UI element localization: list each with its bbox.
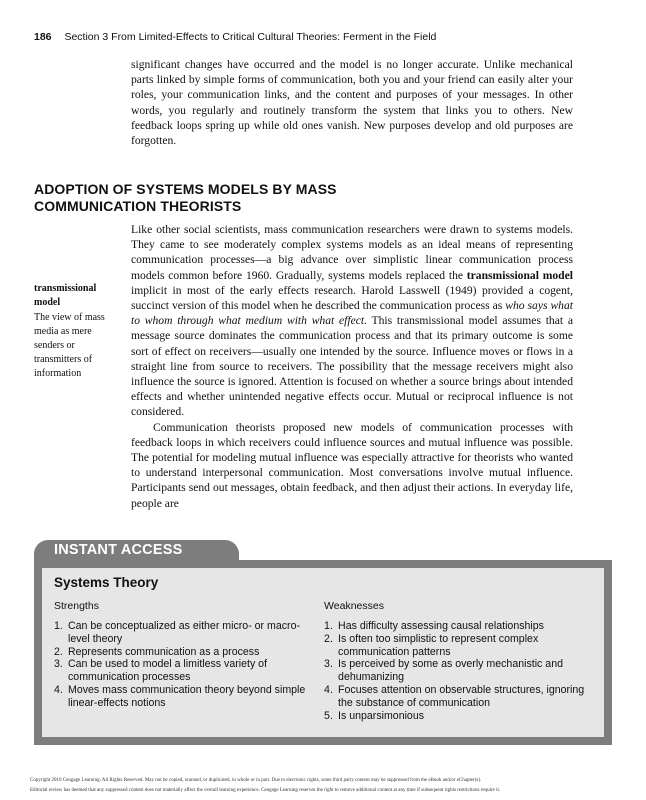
item-number: 2. xyxy=(54,645,63,658)
page-number: 186 xyxy=(34,31,52,43)
copyright-line2: Editorial review has deemed that any suppressed content does not materially affect the overall learning experience. Cengage Learning reserves the right to remove additional content at any time if subsequent rights restrictions require it. xyxy=(30,787,501,793)
item-number: 4. xyxy=(54,683,63,696)
intro-paragraph-text: significant changes have occurred and the model is no longer accurate. Unlike mechanical parts linked by simple forms of communication, both you and your friend can easily alter your roles, your communication links, and the content and purposes of your messages. In other words, you regularly and routinely transform the system that links you to others. New feedback loops spring up while old ones vanish. New purposes develop and old purposes are forgotten. xyxy=(131,58,573,148)
glossary-definition: The view of mass media as mere senders or transmitters of information xyxy=(34,312,105,379)
list-item xyxy=(324,633,592,659)
list-item xyxy=(54,658,310,684)
list-item xyxy=(54,684,310,710)
item-text: Is unparsimonious xyxy=(338,709,425,722)
running-title: Section 3 From Limited-Effects to Critical Cultural Theories: Ferment in the Field xyxy=(64,31,437,43)
list-item xyxy=(324,710,592,723)
section-heading-line1: ADOPTION OF SYSTEMS MODELS BY MASS xyxy=(34,181,337,197)
margin-glossary-note xyxy=(34,282,122,381)
paragraph-feedback-loops: Communication theorists proposed new models of communication processes with feedback loops in which receivers could influence sources and mutual influence was possible. The potential for modeling mutual influence was especially attractive for theorists who wanted to understand interpersonal communication. Most conversations involve mutual influence. Participants send out messages, obtain feedback, and then adjust their actions. In everyday life, people are xyxy=(131,420,573,510)
body-paragraphs xyxy=(131,222,573,511)
item-number: 2. xyxy=(324,632,333,645)
list-item xyxy=(54,646,310,659)
weaknesses-heading: Weaknesses xyxy=(324,600,384,612)
weaknesses-column xyxy=(324,600,592,722)
item-number: 5. xyxy=(324,709,333,722)
paragraph-systems-models xyxy=(131,222,573,420)
glossary-term xyxy=(34,282,122,310)
glossary-term-line2: model xyxy=(34,297,61,308)
item-text: Has difficulty assessing causal relationships xyxy=(338,620,544,632)
strengths-heading: Strengths xyxy=(54,600,99,612)
bold-key-term: transmissional model xyxy=(466,268,573,282)
list-item xyxy=(324,620,592,633)
item-text: Is often too simplistic to represent complex communication patterns xyxy=(338,632,539,658)
item-text: Focuses attention on observable structures, ignoring the substance of communication xyxy=(338,683,585,709)
copyright-line1: Copyright 2010 Cengage Learning. All Rights Reserved. May not be copied, scanned, or duplicated, in whole or in part. Due to electronic rights, some third party content may be suppressed from the eBook and/or eChapter(s). xyxy=(30,778,482,783)
list-item xyxy=(54,620,310,646)
strengths-weaknesses-columns xyxy=(54,600,592,722)
item-text: Moves mass communication theory beyond simple linear-effects notions xyxy=(68,683,306,709)
strengths-column xyxy=(54,600,310,722)
copyright-footer xyxy=(30,776,620,795)
paragraph2-part1: Like other social scientists, mass communication researchers were drawn to systems models. They came to see moderately complex systems models as an ideal means of representing communication processes—a big advance over simplistic linear communication process models common before 1960. Gradually, systems models replaced the xyxy=(131,223,573,282)
section-heading xyxy=(34,181,554,215)
paragraph2-part3: This transmissional model assumes that a message source dominates the communication process and that its primary outcome is some sort of effect on receivers—usually one intended by the source. Influence moves or flows in a straight line from source to receivers. The possibility that the message receivers might also influence the source is ignored. Attention is focused on whether a source brings about intended effects and whether unintended negative effects occur. Mutual or reciprocal influence is not considered. xyxy=(131,314,573,419)
item-number: 3. xyxy=(324,658,333,671)
running-header xyxy=(34,31,614,43)
strengths-list xyxy=(54,620,310,710)
list-item xyxy=(324,658,592,684)
intro-paragraph xyxy=(131,57,573,148)
weaknesses-list xyxy=(324,620,592,722)
item-text: Represents communication as a process xyxy=(68,645,260,658)
item-number: 3. xyxy=(54,658,63,671)
item-number: 4. xyxy=(324,683,333,696)
instant-access-panel xyxy=(42,568,604,737)
instant-access-tab: INSTANT ACCESS xyxy=(34,540,239,560)
item-number: 1. xyxy=(54,620,63,632)
paragraph2-part2: implicit in most of the early effects research. Harold Lasswell (1949) provided a cogent, succinct version of this model when he described the communication process as xyxy=(131,283,573,313)
list-item xyxy=(324,684,592,710)
glossary-term-line1: transmissional xyxy=(34,283,97,294)
instant-access-frame xyxy=(34,562,612,745)
item-text: Can be used to model a limitless variety of communication processes xyxy=(68,658,268,684)
lasswell-formula: who says what to whom through what medium with what effect. xyxy=(131,299,573,328)
section-heading-line2: COMMUNICATION THEORISTS xyxy=(34,198,242,214)
item-number: 1. xyxy=(324,620,333,632)
box-title: Systems Theory xyxy=(54,575,159,590)
item-text: Can be conceptualized as either micro- or macro-level theory xyxy=(68,620,300,645)
item-text: Is perceived by some as overly mechanistic and dehumanizing xyxy=(338,658,563,684)
instant-access-box xyxy=(34,540,612,745)
